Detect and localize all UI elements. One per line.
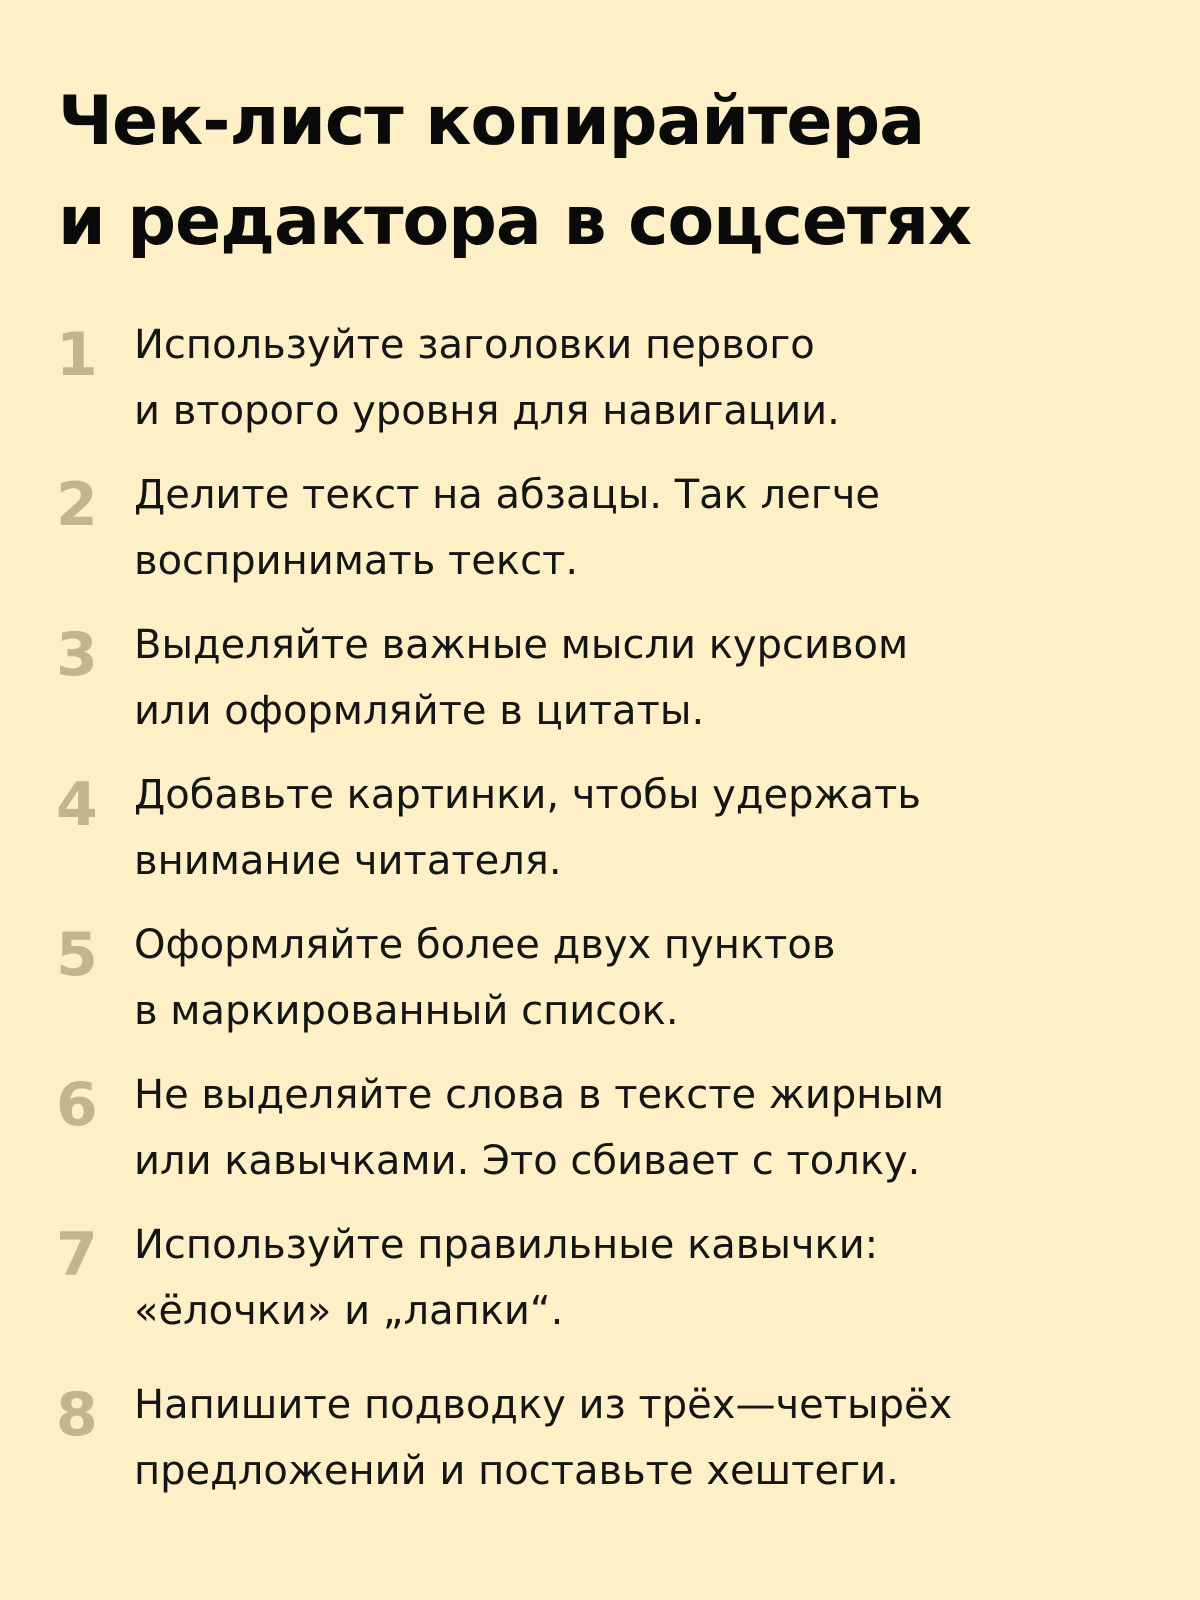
item-text-line-1: Добавьте картинки, чтобы удержать bbox=[134, 772, 921, 818]
item-text-line-2: «ёлочки» и „лапки“. bbox=[134, 1288, 564, 1334]
item-number: 6 bbox=[56, 1070, 98, 1140]
item-text bbox=[134, 312, 1174, 444]
item-text-line-1: Используйте правильные кавычки: bbox=[134, 1222, 879, 1268]
title-line-1: Чек-лист копирайтера bbox=[58, 82, 925, 161]
item-number: 4 bbox=[56, 770, 98, 840]
page-title bbox=[58, 72, 971, 272]
item-number: 1 bbox=[56, 320, 98, 390]
checklist-item-3 bbox=[0, 612, 1200, 752]
title-line-2: и редактора в соцсетях bbox=[58, 182, 971, 261]
item-text-line-2: воспринимать текст. bbox=[134, 538, 579, 584]
item-text-line-1: Выделяйте важные мысли курсивом bbox=[134, 622, 909, 668]
item-number: 5 bbox=[56, 920, 98, 990]
item-text-line-2: и второго уровня для навигации. bbox=[134, 388, 840, 434]
item-text-line-2: или оформляйте в цитаты. bbox=[134, 688, 705, 734]
checklist-item-4 bbox=[0, 762, 1200, 902]
item-text-line-1: Делите текст на абзацы. Так легче bbox=[134, 472, 880, 518]
item-number: 2 bbox=[56, 470, 98, 540]
item-text-line-2: предложений и поставьте хештеги. bbox=[134, 1448, 899, 1494]
item-text bbox=[134, 1212, 1174, 1344]
item-text-line-1: Используйте заголовки первого bbox=[134, 322, 815, 368]
item-number: 8 bbox=[56, 1380, 98, 1450]
item-text bbox=[134, 1372, 1174, 1504]
checklist-item-5 bbox=[0, 912, 1200, 1052]
item-text bbox=[134, 912, 1174, 1044]
item-text-line-2: внимание читателя. bbox=[134, 838, 562, 884]
checklist-item-2 bbox=[0, 462, 1200, 602]
item-text-line-2: в маркированный список. bbox=[134, 988, 679, 1034]
checklist-item-7 bbox=[0, 1212, 1200, 1352]
item-text bbox=[134, 762, 1174, 894]
checklist-item-1 bbox=[0, 312, 1200, 452]
checklist-item-6 bbox=[0, 1062, 1200, 1202]
item-text bbox=[134, 1062, 1174, 1194]
item-number: 3 bbox=[56, 620, 98, 690]
item-text-line-2: или кавычками. Это сбивает с толку. bbox=[134, 1138, 921, 1184]
item-text bbox=[134, 462, 1174, 594]
item-text bbox=[134, 612, 1174, 744]
item-text-line-1: Оформляйте более двух пунктов bbox=[134, 922, 836, 968]
item-number: 7 bbox=[56, 1220, 98, 1290]
item-text-line-1: Не выделяйте слова в тексте жирным bbox=[134, 1072, 945, 1118]
checklist-item-8 bbox=[0, 1372, 1200, 1512]
item-text-line-1: Напишите подводку из трёх—четырёх bbox=[134, 1382, 953, 1428]
